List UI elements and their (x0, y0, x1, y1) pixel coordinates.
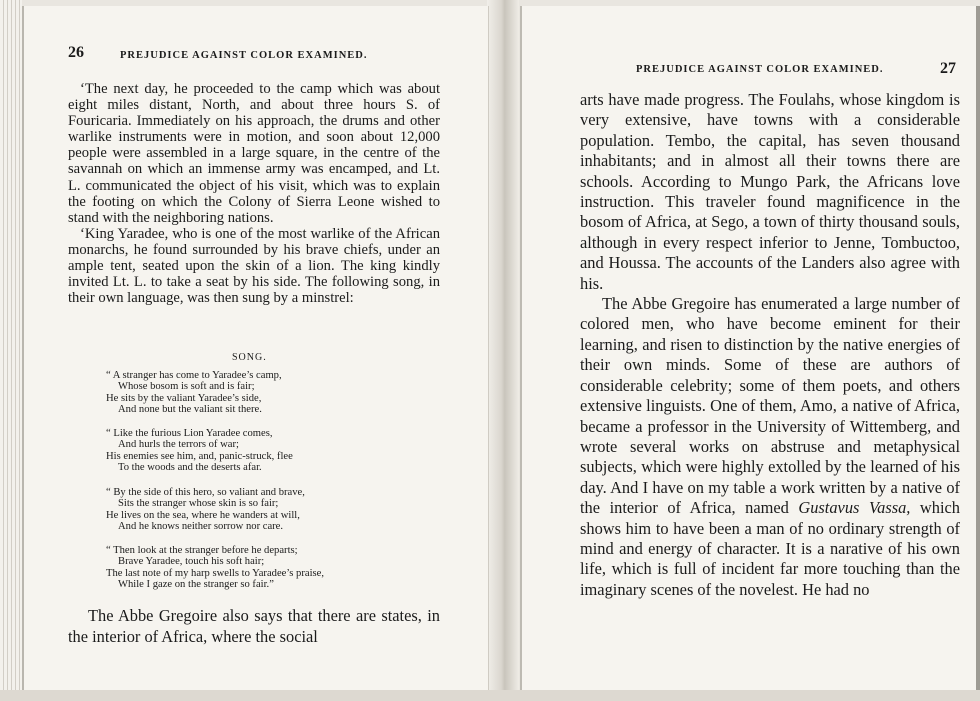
song-stanza (106, 370, 282, 416)
running-head: PREJUDICE AGAINST COLOR EXAMINED. (636, 64, 884, 75)
verse-line: Whose bosom is soft and is fair; (118, 381, 255, 393)
verse-line: And he knows neither sorrow nor care. (118, 521, 284, 533)
paragraph-text: which shows him to have been a man of no ordinary strength of mind and energy of character. It is a narative of his own life, which is full of incident far more touching than the imaginary scenes of the novelest. He had no (580, 498, 960, 599)
paragraph-text: The Abbe Gregoire has enumerated a large number of colored men, who have become eminent for their learning, and risen to distinction by the native energies of their own minds. Some of these are authors of considerable celebrity; some of them poets, and others extensive linguists. One of them, Amo, a native of Africa, became a professor in the University of Wittemberg, and wrote several works on abstruse and metaphysical subjects, which were highly extolled by the learned of his day. And I have on my table a work written by a native of the interior of Africa, named (580, 294, 960, 518)
book-edge-bottom (0, 690, 980, 701)
verse-line: To the woods and the deserts afar. (118, 462, 262, 474)
paragraph: ‘King Yaradee, who is one of the most warlike of the African monarchs, he found surrounded by his brave chiefs, under an ample tent, seated upon the skin of a lion. The king kindly invited Lt. L. to take a seat by his side. The following song, in their own language, was then sung by a minstrel: (68, 225, 440, 307)
paragraph: The Abbe Gregoire also says that there are states, in the interior of Africa, where the social (68, 606, 440, 646)
verse-line: He sits by the valiant Yaradee’s side, (106, 392, 262, 404)
verse-line: Sits the stranger whose skin is so fair; (118, 498, 279, 510)
song-stanza (106, 487, 305, 533)
page-number: 26 (68, 44, 84, 61)
right-page (520, 6, 980, 690)
verse-line: The last note of my harp swells to Yaradee’s praise, (106, 567, 325, 579)
verse-line: “ A stranger has come to Yaradee’s camp, (106, 370, 282, 381)
verse-line: “ Like the furious Lion Yaradee comes, (106, 428, 273, 439)
verse-line: While I gaze on the stranger so fair.” (118, 579, 274, 591)
body-text (580, 90, 960, 600)
page-number: 27 (940, 60, 956, 77)
verse-line: His enemies see him, and, panic-struck, flee (106, 450, 293, 462)
paragraph (580, 294, 960, 600)
song-stanza (106, 428, 293, 474)
body-text (68, 81, 440, 306)
verse-line: He lives on the sea, where he wanders at will, (106, 509, 300, 521)
verse-line: “ By the side of this hero, so valiant and brave, (106, 487, 305, 498)
italic-name: Gustavus Vassa, (798, 498, 911, 518)
paragraph: arts have made progress. The Foulahs, whose kingdom is very extensive, have towns with a considerable population. Tembo, the capital, has seven thousand inhabitants; and in almost all their towns there are schools. According to Mungo Park, the Africans love instruction. This traveler found magnificence in the bosom of Africa, at Sego, a town of thirty thousand souls, although in every respect inferior to Jenne, Tombuctoo, and Houssa. The accounts of the Landers also agree with his. (580, 90, 960, 293)
verse-line: And hurls the terrors of war; (118, 439, 239, 451)
book-edge-left (0, 0, 22, 701)
song-stanza (106, 545, 324, 591)
book-spine (487, 0, 519, 701)
verse-line: And none but the valiant sit there. (118, 404, 262, 416)
paragraph: ‘The next day, he proceeded to the camp which was about eight miles distant, North, and about three hours S. of Fouricaria. Immediately on his approach, the drums and other warlike instruments were in motion, and soon about 12,000 people were assembled in a large square, in the centre of the savannah on which an immense army was encamped, and Lt. L. communicated the object of his visit, which was to explain the footing on which the Colony of Sierra Leone wished to stand with the neighboring nations. (68, 81, 440, 226)
verse-line: “ Then look at the stranger before he departs; (106, 545, 298, 556)
running-head: PREJUDICE AGAINST COLOR EXAMINED. (120, 50, 368, 61)
song-title: SONG. (232, 352, 267, 363)
verse-line: Brave Yaradee, touch his soft hair; (118, 556, 265, 568)
closing-text (68, 606, 440, 647)
left-page (22, 6, 489, 690)
